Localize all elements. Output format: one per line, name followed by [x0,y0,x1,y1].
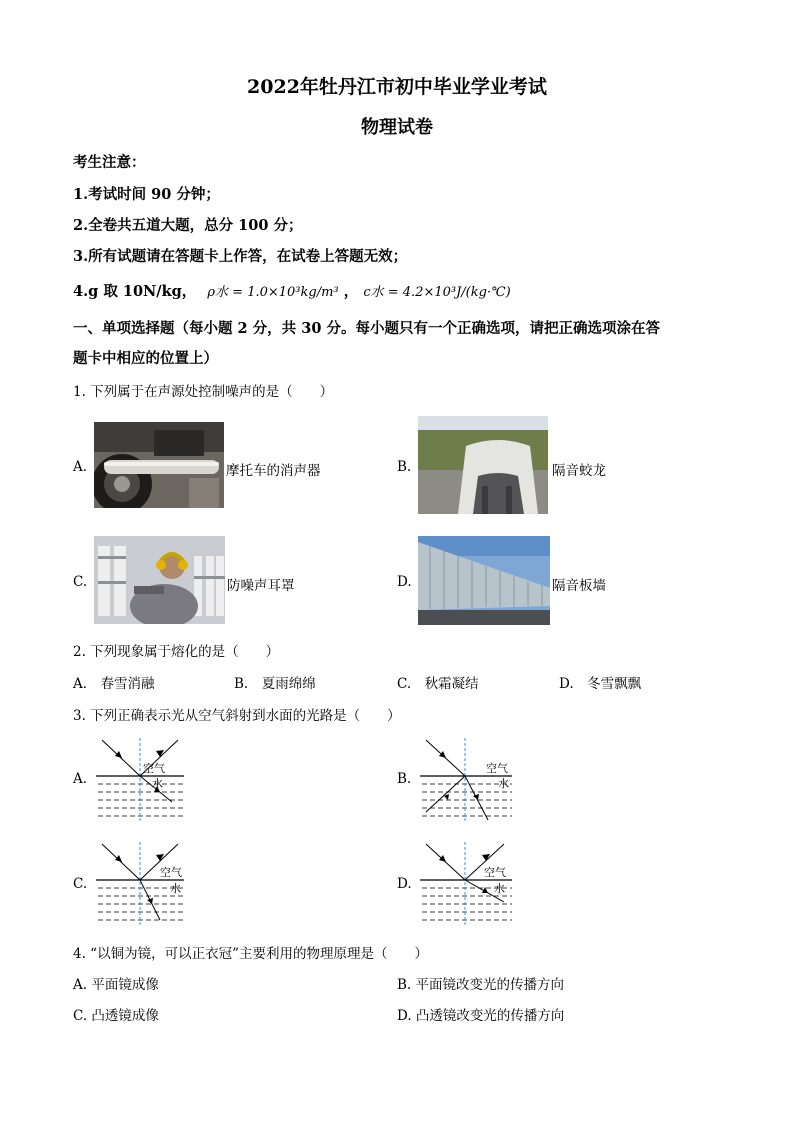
notice-item-1: 1.考试时间 90 分钟； [73,186,220,203]
notice-item-4: 4.g 取 10N/kg， ρ水 = 1.0×10³kg/m³ ， c水 = 4.2×10³J/(kg·℃) [73,283,511,300]
q3-c-air-label: 空气 [160,866,182,879]
notice-item-2: 2.全卷共五道大题，总分 100 分； [73,217,303,234]
q2-option-c: C. 秋霜凝结 [397,676,479,692]
q3-a-water-label: 水 [152,777,163,790]
q4-option-a: A. 平面镜成像 [73,977,159,993]
q4-option-d: D. 凸透镜改变光的传播方向 [397,1008,565,1024]
q1-option-a-letter: A. [73,459,88,475]
q4-option-b: B. 平面镜改变光的传播方向 [397,977,565,993]
q3-b-water-label: 水 [498,777,509,790]
q2-stem: 2. 下列现象属于熔化的是（ ） [73,644,280,660]
q1-option-b-letter: B. [397,459,412,475]
exam-title: 2022年牡丹江市初中毕业学业考试 [247,76,547,98]
notice-item-4-prefix: 4.g 取 10N/kg， [73,283,197,300]
q3-option-c-letter: C. [73,876,88,892]
q3-stem: 3. 下列正确表示光从空气斜射到水面的光路是（ ） [73,708,401,724]
q1-option-c-letter: C. [73,574,88,590]
q1-option-a-caption: 摩托车的消声器 [226,463,321,479]
motorcycle-muffler-photo [94,422,224,508]
water-density: ρ水 = 1.0×10³kg/m³ [207,285,339,300]
q2-option-d: D. 冬雪飘飘 [559,676,642,692]
q4-stem: 4. “以铜为镜，可以正衣冠”主要利用的物理原理是（ ） [73,946,428,962]
q3-option-b-letter: B. [397,771,412,787]
q3-d-air-label: 空气 [484,866,506,879]
water-specific-heat: c水 = 4.2×10³J/(kg·℃) [363,285,511,300]
q2-option-b: B. 夏雨绵绵 [234,676,316,692]
q4-option-c: C. 凸透镜成像 [73,1008,159,1024]
sound-barrier-wall-photo [418,536,550,625]
q1-option-d-caption: 隔音板墙 [552,578,606,594]
q1-option-c-caption: 防噪声耳罩 [227,578,295,594]
q2-option-a: A. 春雪消融 [73,676,155,692]
notice-heading: 考生注意： [73,154,146,171]
q3-b-air-label: 空气 [486,762,508,775]
notice-item-3: 3.所有试题请在答题卡上作答，在试卷上答题无效； [73,248,408,265]
q1-option-b-caption: 隔音蛟龙 [552,463,606,479]
q3-option-d-letter: D. [397,876,412,892]
section1-heading-line2: 题卡中相应的位置上） [73,350,218,367]
section1-heading-line1: 一、单项选择题（每小题 2 分，共 30 分。每小题只有一个正确选项，请把正确选项涂在答 [73,320,660,337]
worker-earmuff-photo [94,536,225,624]
q3-option-a-letter: A. [73,771,88,787]
q3-diagram-a [94,736,186,824]
q1-stem: 1. 下列属于在声源处控制噪声的是（ ） [73,384,334,400]
q3-a-air-label: 空气 [143,762,165,775]
q3-d-water-label: 水 [494,882,505,895]
exam-subtitle: 物理试卷 [361,117,433,138]
q1-option-d-letter: D. [397,574,412,590]
noise-tunnel-photo [418,416,548,514]
q3-c-water-label: 水 [170,882,181,895]
